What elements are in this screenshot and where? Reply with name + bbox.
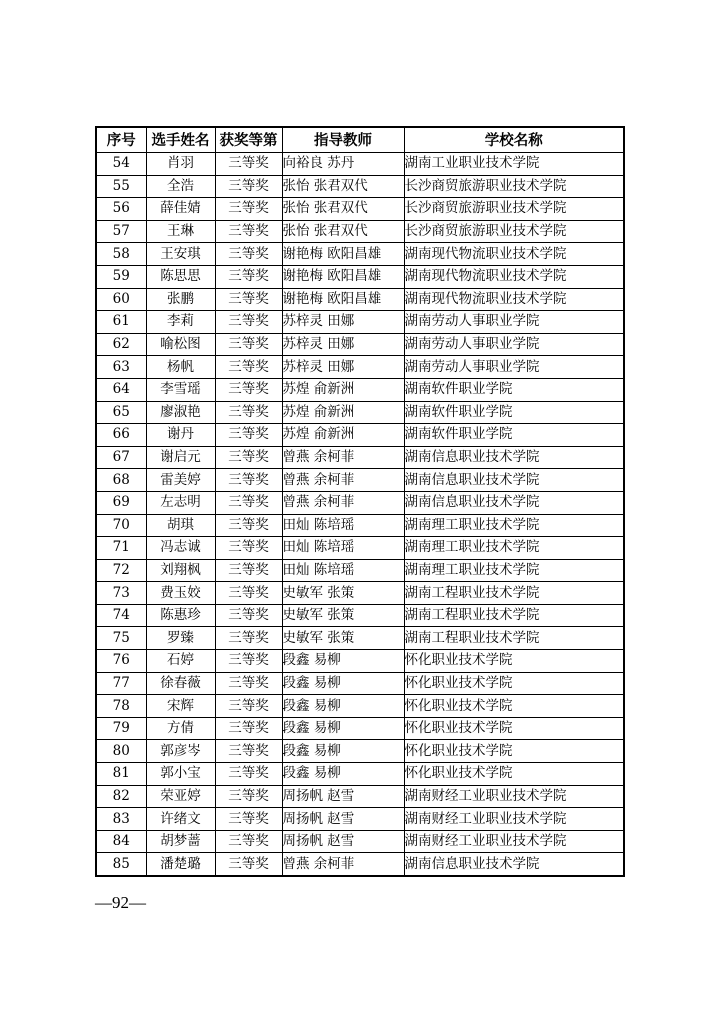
cell-contestant-name: 李雪瑶 bbox=[146, 378, 215, 401]
cell-instructor: 段鑫 易柳 bbox=[282, 763, 404, 786]
cell-contestant-name: 罗臻 bbox=[146, 627, 215, 650]
cell-award-level: 三等奖 bbox=[215, 198, 282, 221]
cell-school-name: 湖南信息职业技术学院 bbox=[404, 853, 624, 876]
table-row bbox=[96, 830, 624, 853]
cell-school-name: 怀化职业技术学院 bbox=[404, 717, 624, 740]
cell-school-name: 怀化职业技术学院 bbox=[404, 740, 624, 763]
cell-award-level: 三等奖 bbox=[215, 672, 282, 695]
cell-serial-number: 71 bbox=[96, 537, 146, 560]
cell-school-name: 怀化职业技术学院 bbox=[404, 763, 624, 786]
table-row bbox=[96, 175, 624, 198]
cell-instructor: 曾燕 余柯菲 bbox=[282, 853, 404, 876]
cell-school-name: 湖南劳动人事职业学院 bbox=[404, 356, 624, 379]
page-number: —92— bbox=[95, 893, 146, 912]
table-header-row bbox=[96, 127, 624, 153]
header-school-name: 学校名称 bbox=[404, 127, 624, 153]
cell-instructor: 苏梓灵 田娜 bbox=[282, 333, 404, 356]
cell-serial-number: 54 bbox=[96, 153, 146, 176]
table-row bbox=[96, 604, 624, 627]
cell-instructor: 曾燕 余柯菲 bbox=[282, 469, 404, 492]
cell-school-name: 湖南劳动人事职业学院 bbox=[404, 311, 624, 334]
cell-school-name: 怀化职业技术学院 bbox=[404, 695, 624, 718]
cell-instructor: 田灿 陈培瑶 bbox=[282, 514, 404, 537]
table-body bbox=[96, 153, 624, 877]
cell-serial-number: 59 bbox=[96, 265, 146, 288]
cell-instructor: 苏煌 俞新洲 bbox=[282, 378, 404, 401]
table-row bbox=[96, 582, 624, 605]
table-row bbox=[96, 265, 624, 288]
table-row bbox=[96, 650, 624, 673]
cell-instructor: 史敏军 张策 bbox=[282, 604, 404, 627]
cell-contestant-name: 方倩 bbox=[146, 717, 215, 740]
cell-instructor: 苏梓灵 田娜 bbox=[282, 311, 404, 334]
cell-award-level: 三等奖 bbox=[215, 695, 282, 718]
cell-instructor: 史敏军 张策 bbox=[282, 627, 404, 650]
table-row bbox=[96, 401, 624, 424]
cell-school-name: 湖南理工职业技术学院 bbox=[404, 559, 624, 582]
table-row bbox=[96, 514, 624, 537]
cell-serial-number: 80 bbox=[96, 740, 146, 763]
cell-serial-number: 76 bbox=[96, 650, 146, 673]
cell-award-level: 三等奖 bbox=[215, 424, 282, 447]
cell-serial-number: 74 bbox=[96, 604, 146, 627]
cell-award-level: 三等奖 bbox=[215, 740, 282, 763]
cell-instructor: 段鑫 易柳 bbox=[282, 717, 404, 740]
cell-award-level: 三等奖 bbox=[215, 311, 282, 334]
cell-contestant-name: 郭彦岑 bbox=[146, 740, 215, 763]
cell-award-level: 三等奖 bbox=[215, 582, 282, 605]
cell-school-name: 湖南工业职业技术学院 bbox=[404, 153, 624, 176]
cell-serial-number: 56 bbox=[96, 198, 146, 221]
table-row bbox=[96, 672, 624, 695]
header-instructor: 指导教师 bbox=[282, 127, 404, 153]
table-row bbox=[96, 537, 624, 560]
cell-instructor: 段鑫 易柳 bbox=[282, 650, 404, 673]
cell-serial-number: 58 bbox=[96, 243, 146, 266]
cell-award-level: 三等奖 bbox=[215, 175, 282, 198]
table-row bbox=[96, 491, 624, 514]
table-row bbox=[96, 311, 624, 334]
cell-contestant-name: 石婷 bbox=[146, 650, 215, 673]
cell-serial-number: 62 bbox=[96, 333, 146, 356]
cell-award-level: 三等奖 bbox=[215, 288, 282, 311]
cell-contestant-name: 荣亚婷 bbox=[146, 785, 215, 808]
cell-award-level: 三等奖 bbox=[215, 265, 282, 288]
cell-award-level: 三等奖 bbox=[215, 243, 282, 266]
cell-instructor: 段鑫 易柳 bbox=[282, 695, 404, 718]
table-row bbox=[96, 627, 624, 650]
cell-award-level: 三等奖 bbox=[215, 446, 282, 469]
cell-instructor: 周扬帆 赵雪 bbox=[282, 785, 404, 808]
cell-school-name: 湖南劳动人事职业学院 bbox=[404, 333, 624, 356]
cell-school-name: 湖南信息职业技术学院 bbox=[404, 446, 624, 469]
cell-contestant-name: 王安琪 bbox=[146, 243, 215, 266]
cell-instructor: 苏梓灵 田娜 bbox=[282, 356, 404, 379]
cell-instructor: 张怡 张君双代 bbox=[282, 175, 404, 198]
cell-contestant-name: 雷美婷 bbox=[146, 469, 215, 492]
cell-contestant-name: 冯志诚 bbox=[146, 537, 215, 560]
cell-contestant-name: 潘楚璐 bbox=[146, 853, 215, 876]
cell-contestant-name: 宋辉 bbox=[146, 695, 215, 718]
cell-serial-number: 61 bbox=[96, 311, 146, 334]
cell-award-level: 三等奖 bbox=[215, 559, 282, 582]
table-row bbox=[96, 469, 624, 492]
cell-school-name: 湖南现代物流职业技术学院 bbox=[404, 265, 624, 288]
cell-award-level: 三等奖 bbox=[215, 717, 282, 740]
table-row bbox=[96, 243, 624, 266]
cell-serial-number: 60 bbox=[96, 288, 146, 311]
cell-award-level: 三等奖 bbox=[215, 514, 282, 537]
cell-contestant-name: 费玉姣 bbox=[146, 582, 215, 605]
table-row bbox=[96, 333, 624, 356]
cell-contestant-name: 李莉 bbox=[146, 311, 215, 334]
cell-award-level: 三等奖 bbox=[215, 627, 282, 650]
cell-award-level: 三等奖 bbox=[215, 491, 282, 514]
cell-award-level: 三等奖 bbox=[215, 763, 282, 786]
cell-instructor: 谢艳梅 欧阳昌雄 bbox=[282, 288, 404, 311]
cell-school-name: 长沙商贸旅游职业技术学院 bbox=[404, 220, 624, 243]
cell-serial-number: 73 bbox=[96, 582, 146, 605]
cell-award-level: 三等奖 bbox=[215, 401, 282, 424]
cell-instructor: 张怡 张君双代 bbox=[282, 220, 404, 243]
cell-serial-number: 64 bbox=[96, 378, 146, 401]
cell-contestant-name: 全浩 bbox=[146, 175, 215, 198]
table-row bbox=[96, 153, 624, 176]
cell-instructor: 史敏军 张策 bbox=[282, 582, 404, 605]
cell-contestant-name: 徐春薇 bbox=[146, 672, 215, 695]
table-row bbox=[96, 853, 624, 876]
cell-school-name: 湖南软件职业学院 bbox=[404, 401, 624, 424]
cell-instructor: 曾燕 余柯菲 bbox=[282, 491, 404, 514]
cell-serial-number: 57 bbox=[96, 220, 146, 243]
cell-school-name: 湖南财经工业职业技术学院 bbox=[404, 785, 624, 808]
cell-school-name: 湖南理工职业技术学院 bbox=[404, 537, 624, 560]
cell-instructor: 苏煌 俞新洲 bbox=[282, 401, 404, 424]
table-row bbox=[96, 763, 624, 786]
cell-school-name: 湖南信息职业技术学院 bbox=[404, 491, 624, 514]
table-row bbox=[96, 695, 624, 718]
table-row bbox=[96, 785, 624, 808]
cell-serial-number: 63 bbox=[96, 356, 146, 379]
cell-serial-number: 75 bbox=[96, 627, 146, 650]
table-row bbox=[96, 198, 624, 221]
cell-serial-number: 66 bbox=[96, 424, 146, 447]
cell-contestant-name: 胡梦蔷 bbox=[146, 830, 215, 853]
cell-instructor: 段鑫 易柳 bbox=[282, 672, 404, 695]
table-row bbox=[96, 288, 624, 311]
cell-award-level: 三等奖 bbox=[215, 808, 282, 831]
cell-school-name: 湖南软件职业学院 bbox=[404, 378, 624, 401]
cell-serial-number: 70 bbox=[96, 514, 146, 537]
table-row bbox=[96, 808, 624, 831]
cell-school-name: 长沙商贸旅游职业技术学院 bbox=[404, 198, 624, 221]
cell-award-level: 三等奖 bbox=[215, 469, 282, 492]
table-row bbox=[96, 559, 624, 582]
cell-serial-number: 78 bbox=[96, 695, 146, 718]
cell-award-level: 三等奖 bbox=[215, 830, 282, 853]
cell-instructor: 苏煌 俞新洲 bbox=[282, 424, 404, 447]
cell-instructor: 周扬帆 赵雪 bbox=[282, 830, 404, 853]
cell-award-level: 三等奖 bbox=[215, 378, 282, 401]
cell-instructor: 谢艳梅 欧阳昌雄 bbox=[282, 265, 404, 288]
cell-school-name: 怀化职业技术学院 bbox=[404, 650, 624, 673]
cell-serial-number: 79 bbox=[96, 717, 146, 740]
cell-contestant-name: 陈思思 bbox=[146, 265, 215, 288]
table-row bbox=[96, 220, 624, 243]
cell-serial-number: 85 bbox=[96, 853, 146, 876]
cell-instructor: 曾燕 余柯菲 bbox=[282, 446, 404, 469]
header-serial-number: 序号 bbox=[96, 127, 146, 153]
cell-contestant-name: 左志明 bbox=[146, 491, 215, 514]
cell-award-level: 三等奖 bbox=[215, 153, 282, 176]
cell-instructor: 周扬帆 赵雪 bbox=[282, 808, 404, 831]
cell-contestant-name: 王琳 bbox=[146, 220, 215, 243]
cell-contestant-name: 张鹏 bbox=[146, 288, 215, 311]
cell-contestant-name: 陈惠珍 bbox=[146, 604, 215, 627]
cell-school-name: 湖南信息职业技术学院 bbox=[404, 469, 624, 492]
cell-serial-number: 84 bbox=[96, 830, 146, 853]
cell-award-level: 三等奖 bbox=[215, 650, 282, 673]
cell-instructor: 田灿 陈培瑶 bbox=[282, 559, 404, 582]
cell-contestant-name: 许绪文 bbox=[146, 808, 215, 831]
table-row bbox=[96, 424, 624, 447]
cell-instructor: 向裕良 苏丹 bbox=[282, 153, 404, 176]
cell-contestant-name: 肖羽 bbox=[146, 153, 215, 176]
cell-contestant-name: 薛佳婧 bbox=[146, 198, 215, 221]
cell-award-level: 三等奖 bbox=[215, 356, 282, 379]
cell-serial-number: 65 bbox=[96, 401, 146, 424]
cell-school-name: 湖南理工职业技术学院 bbox=[404, 514, 624, 537]
cell-serial-number: 69 bbox=[96, 491, 146, 514]
cell-contestant-name: 郭小宝 bbox=[146, 763, 215, 786]
cell-school-name: 长沙商贸旅游职业技术学院 bbox=[404, 175, 624, 198]
cell-contestant-name: 谢启元 bbox=[146, 446, 215, 469]
awards-table bbox=[95, 126, 625, 877]
cell-serial-number: 72 bbox=[96, 559, 146, 582]
cell-school-name: 怀化职业技术学院 bbox=[404, 672, 624, 695]
cell-serial-number: 67 bbox=[96, 446, 146, 469]
cell-school-name: 湖南工程职业技术学院 bbox=[404, 627, 624, 650]
cell-award-level: 三等奖 bbox=[215, 853, 282, 876]
table-row bbox=[96, 446, 624, 469]
cell-award-level: 三等奖 bbox=[215, 537, 282, 560]
cell-award-level: 三等奖 bbox=[215, 333, 282, 356]
cell-instructor: 张怡 张君双代 bbox=[282, 198, 404, 221]
cell-school-name: 湖南财经工业职业技术学院 bbox=[404, 808, 624, 831]
table-row bbox=[96, 717, 624, 740]
cell-school-name: 湖南财经工业职业技术学院 bbox=[404, 830, 624, 853]
cell-instructor: 段鑫 易柳 bbox=[282, 740, 404, 763]
cell-instructor: 田灿 陈培瑶 bbox=[282, 537, 404, 560]
cell-contestant-name: 廖淑艳 bbox=[146, 401, 215, 424]
cell-school-name: 湖南现代物流职业技术学院 bbox=[404, 243, 624, 266]
cell-award-level: 三等奖 bbox=[215, 785, 282, 808]
cell-contestant-name: 胡琪 bbox=[146, 514, 215, 537]
cell-serial-number: 82 bbox=[96, 785, 146, 808]
header-contestant-name: 选手姓名 bbox=[146, 127, 215, 153]
table-row bbox=[96, 356, 624, 379]
cell-school-name: 湖南软件职业学院 bbox=[404, 424, 624, 447]
cell-contestant-name: 谢丹 bbox=[146, 424, 215, 447]
cell-school-name: 湖南现代物流职业技术学院 bbox=[404, 288, 624, 311]
table-row bbox=[96, 740, 624, 763]
cell-serial-number: 55 bbox=[96, 175, 146, 198]
cell-award-level: 三等奖 bbox=[215, 220, 282, 243]
cell-serial-number: 77 bbox=[96, 672, 146, 695]
cell-school-name: 湖南工程职业技术学院 bbox=[404, 604, 624, 627]
cell-contestant-name: 杨帆 bbox=[146, 356, 215, 379]
cell-instructor: 谢艳梅 欧阳昌雄 bbox=[282, 243, 404, 266]
cell-award-level: 三等奖 bbox=[215, 604, 282, 627]
cell-serial-number: 83 bbox=[96, 808, 146, 831]
cell-contestant-name: 喻松图 bbox=[146, 333, 215, 356]
table-row bbox=[96, 378, 624, 401]
cell-serial-number: 68 bbox=[96, 469, 146, 492]
header-award-level: 获奖等第 bbox=[215, 127, 282, 153]
cell-serial-number: 81 bbox=[96, 763, 146, 786]
cell-school-name: 湖南工程职业技术学院 bbox=[404, 582, 624, 605]
cell-contestant-name: 刘翔枫 bbox=[146, 559, 215, 582]
